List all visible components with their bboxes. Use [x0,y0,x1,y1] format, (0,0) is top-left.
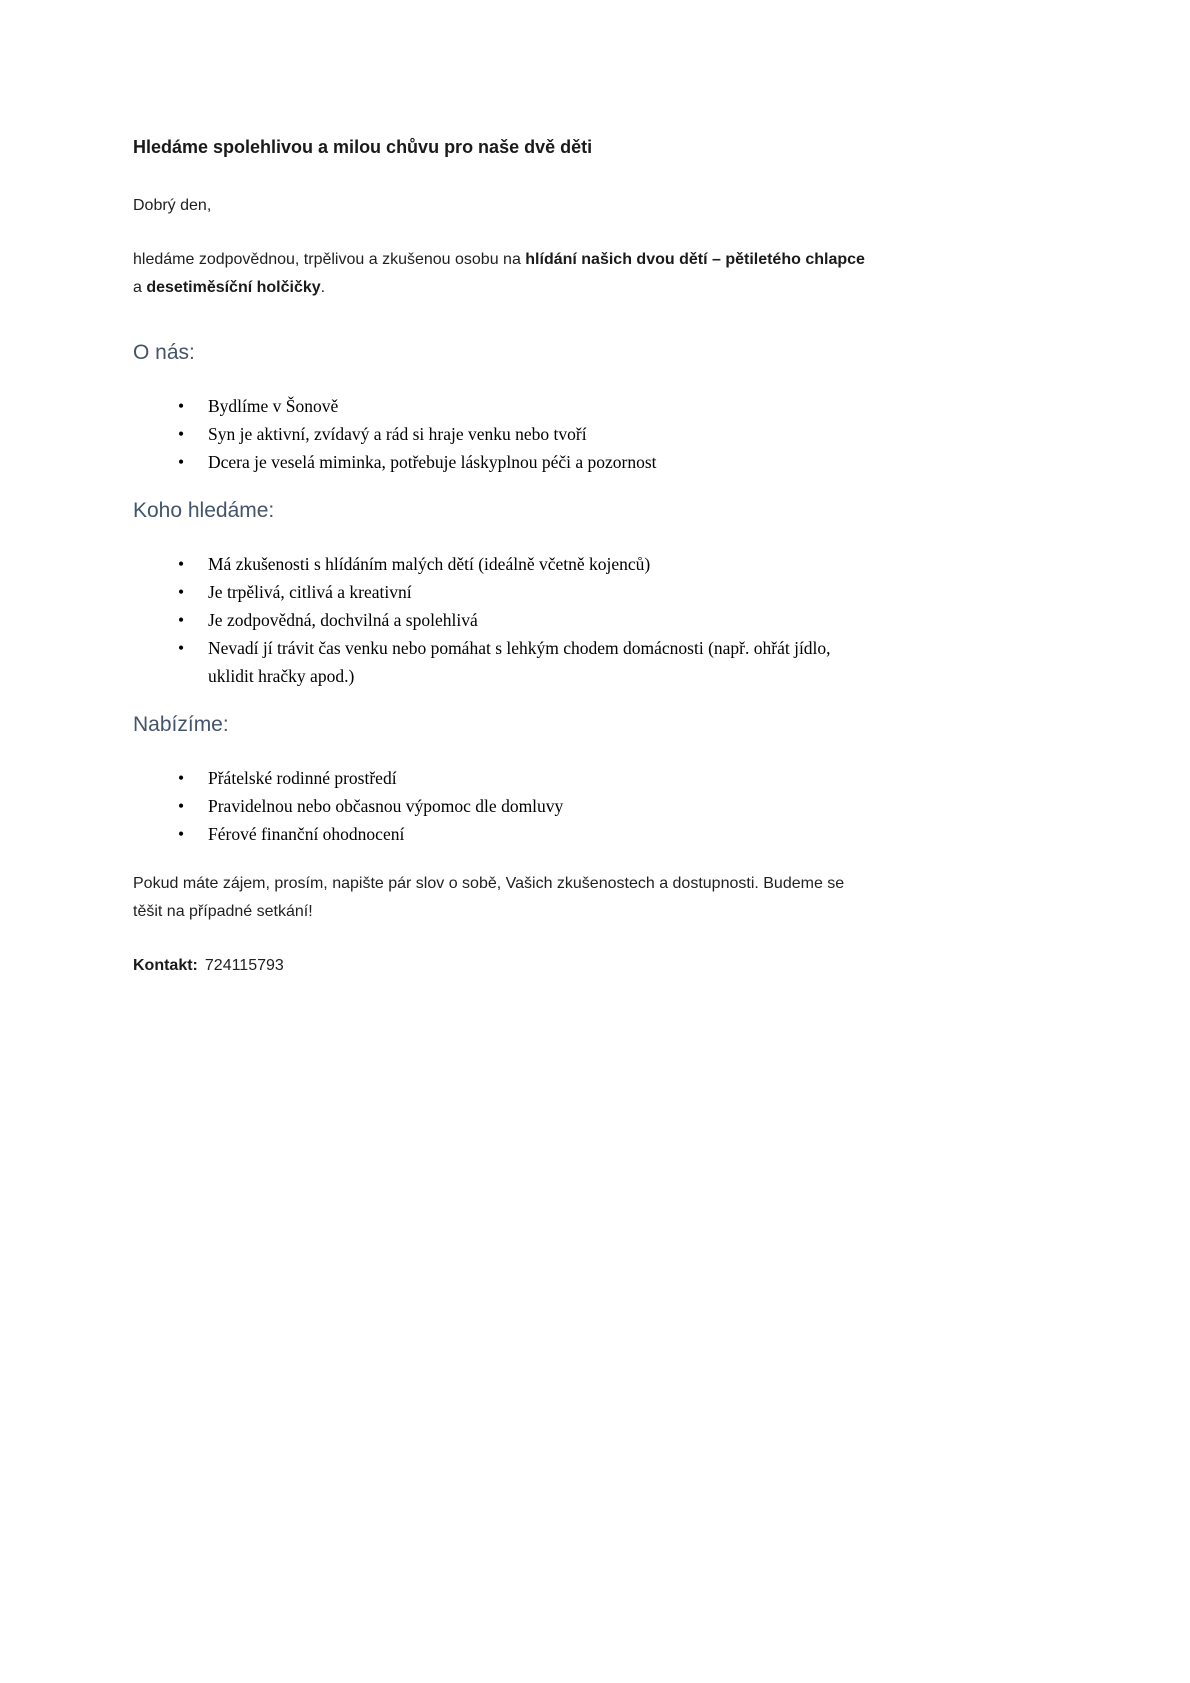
intro-text-normal-2: a [133,279,147,296]
list-item: • Pravidelnou nebo občasnou výpomoc dle domluvy [133,792,1057,820]
list-item: • Dcera je veselá miminka, potřebuje láskyplnou péči a pozornost [133,448,1057,476]
section-heading-looking-for: Koho hledáme: [133,499,275,522]
contact-label: Kontakt: [133,957,198,974]
intro-text-normal-1: hledáme zodpovědnou, trpělivou a zkušenou osobu na [133,251,526,268]
greeting-text: Dobrý den, [133,197,212,214]
list-item [133,634,1057,690]
looking-for-list [133,550,1057,690]
list-item-line-2: uklidit hračky apod.) [208,666,355,686]
list-item: • Syn je aktivní, zvídavý a rád si hraje venku nebo tvoří [133,420,1057,448]
offer-list [133,764,1057,848]
list-item: • Přátelské rodinné prostředí [133,764,1057,792]
contact-line [133,956,1057,976]
list-item-line-1: Nevadí jí trávit čas venku nebo pomáhat s lehkým chodem domácnosti (např. ohřát jídlo, [208,638,831,658]
intro-paragraph [133,246,1057,302]
intro-text-bold-2: desetiměsíční holčičky [146,279,321,296]
section-heading-about: O nás: [133,341,195,364]
list-item: • Je zodpovědná, dochvilná a spolehlivá [133,606,1057,634]
closing-line-1: Pokud máte zájem, prosím, napište pár slov o sobě, Vašich zkušenostech a dostupnosti. Budeme se [133,875,845,892]
page-title: Hledáme spolehlivou a milou chůvu pro naše dvě děti [133,137,593,157]
contact-phone-number: 724115793 [204,957,284,974]
closing-line-2: těšit na případné setkání! [133,903,313,920]
list-item: • Je trpělivá, citlivá a kreativní [133,578,1057,606]
list-item: • Férové finanční ohodnocení [133,820,1057,848]
list-item: • Bydlíme v Šonově [133,392,1057,420]
about-list [133,392,1057,476]
intro-text-bold-1: hlídání našich dvou dětí – pětiletého chlapce [525,251,865,268]
list-item: • Má zkušenosti s hlídáním malých dětí (ideálně včetně kojenců) [133,550,1057,578]
closing-paragraph [133,870,1057,926]
section-heading-offer: Nabízíme: [133,713,229,736]
intro-text-period: . [320,279,326,296]
